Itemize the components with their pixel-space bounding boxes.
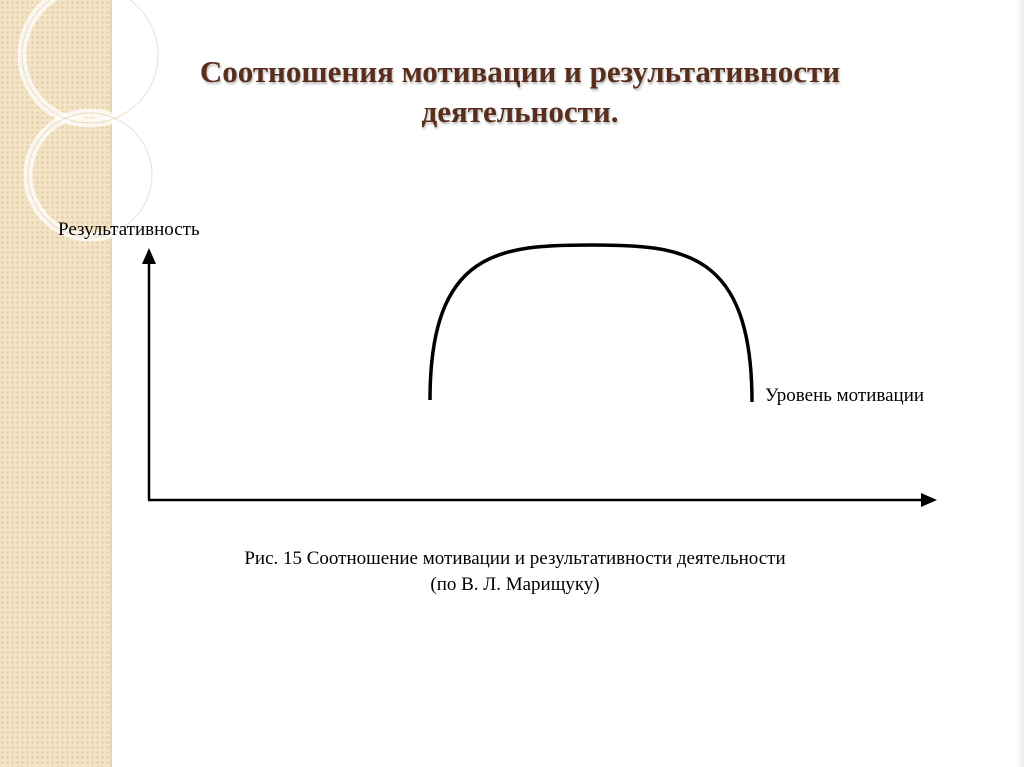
- figure-caption-line-1: Рис. 15 Соотношение мотивации и результативности деятельности: [244, 548, 786, 569]
- x-axis-arrowhead: [921, 493, 937, 507]
- y-axis-label: Результативность: [58, 219, 200, 240]
- x-axis-label: Уровень мотивации: [765, 385, 925, 406]
- figure-caption-line-2: (по В. Л. Марищуку): [430, 574, 600, 595]
- slide-title-line-2: деятельности.: [421, 94, 619, 129]
- slide-title-line-1: Соотношения мотивации и результативности: [199, 54, 841, 89]
- figure-caption: [120, 546, 910, 598]
- y-axis-arrowhead: [142, 248, 156, 264]
- motivation-curve: [430, 245, 752, 402]
